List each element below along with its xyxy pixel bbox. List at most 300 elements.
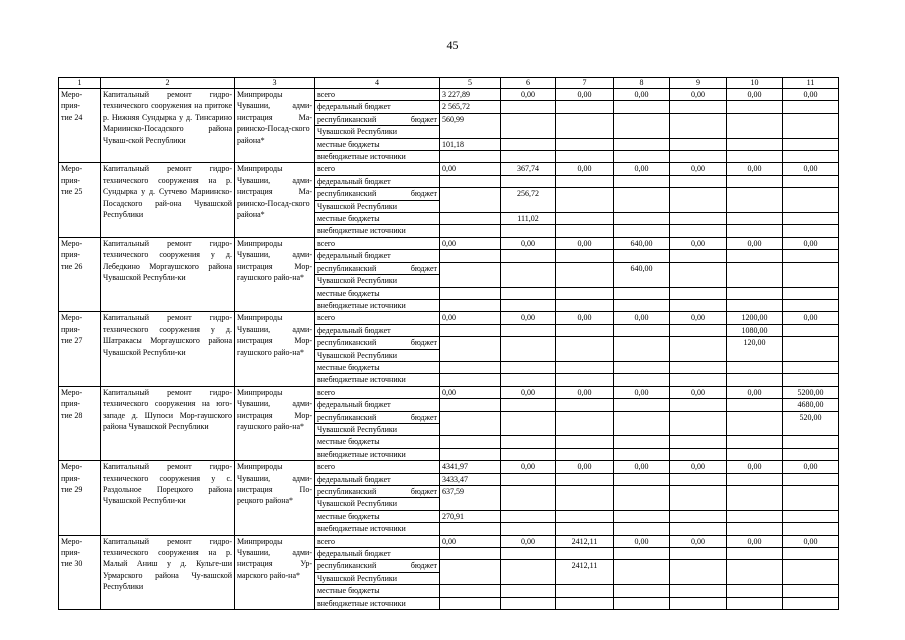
amount-cell [670,448,727,460]
amount-cell [727,473,783,485]
amount-cell [670,399,727,411]
amount-cell [614,225,670,237]
amount-cell [727,448,783,460]
amount-cell [670,287,727,299]
amount-cell: 2412,11 [556,560,614,585]
amount-cell [670,250,727,262]
funding-source: всего [315,535,440,547]
amount-cell [727,225,783,237]
amount-cell [727,411,783,436]
amount-cell [614,399,670,411]
amount-cell [727,486,783,511]
page-number: 45 [446,38,459,52]
amount-cell [501,337,556,362]
funding-source: внебюджетные источники [315,299,440,311]
event-description: Капитальный ремонт гидро-технического сооружения у д. Лебедкино Моргаушского района Чувашской Республи-ки [101,237,235,311]
header-cell: 1 [59,78,101,89]
amount-cell [440,361,501,373]
amount-cell [614,138,670,150]
amount-cell [783,151,839,163]
amount-cell: 0,00 [783,535,839,547]
amount-cell [556,411,614,436]
event-executor: Минприроды Чувашии, адми-нистрация Мор-гаушского райо-на* [235,312,315,386]
amount-cell: 0,00 [556,461,614,473]
amount-cell [783,113,839,138]
amount-cell [501,510,556,522]
amount-cell [556,287,614,299]
amount-cell: 270,91 [440,510,501,522]
amount-cell [440,324,501,336]
amount-cell: 0,00 [727,461,783,473]
amount-cell [614,510,670,522]
amount-cell: 0,00 [440,535,501,547]
amount-cell [556,436,614,448]
amount-cell [670,225,727,237]
amount-cell [614,585,670,597]
amount-cell [727,560,783,585]
amount-cell [670,361,727,373]
amount-cell [556,510,614,522]
amount-cell: 1200,00 [727,312,783,324]
amount-cell [440,560,501,585]
header-cell: 11 [783,78,839,89]
amount-cell [670,138,727,150]
amount-cell: 640,00 [614,262,670,287]
amount-cell [783,548,839,560]
amount-cell [556,250,614,262]
amount-cell [556,374,614,386]
amount-cell: 2412,11 [556,535,614,547]
amount-cell [501,523,556,535]
amount-cell: 0,00 [670,535,727,547]
amount-cell [614,337,670,362]
amount-cell [670,324,727,336]
funding-source: всего [315,386,440,398]
header-cell: 4 [315,78,440,89]
event-executor: Минприроды Чувашии, адми-нистрация Мор-гаушского райо-на* [235,237,315,311]
amount-cell [670,523,727,535]
funding-source: федеральный бюджет [315,324,440,336]
funding-source: федеральный бюджет [315,250,440,262]
amount-cell [727,523,783,535]
header-cell: 6 [501,78,556,89]
event-id: Меро- прия- тие 24 [59,89,101,163]
funding-source: Чувашской Республики [315,200,440,212]
amount-cell [670,213,727,225]
amount-cell [501,151,556,163]
amount-cell [440,548,501,560]
amount-cell [783,250,839,262]
amount-cell: 5200,00 [783,386,839,398]
funding-source: местные бюджеты [315,287,440,299]
table-row [59,163,839,175]
amount-cell [614,374,670,386]
amount-cell [670,175,727,187]
funding-source: республиканский бюджет [315,560,440,572]
amount-cell [501,374,556,386]
table-row [59,89,839,101]
amount-cell: 111,02 [501,213,556,225]
event-description: Капитальный ремонт гидро-технического сооружения на р. Сундырка у д. Сутчево Мариинско-Посадского рай-она Чувашской Республики [101,163,235,237]
amount-cell: 0,00 [501,312,556,324]
amount-cell: 0,00 [614,89,670,101]
amount-cell [614,448,670,460]
amount-cell [614,151,670,163]
amount-cell: 0,00 [670,237,727,249]
amount-cell [440,436,501,448]
funding-source: Чувашской Республики [315,498,440,510]
amount-cell: 0,00 [670,312,727,324]
amount-cell [440,411,501,436]
amount-cell [783,287,839,299]
amount-cell [614,473,670,485]
amount-cell [501,597,556,609]
funding-source: Чувашской Республики [315,572,440,584]
amount-cell [783,436,839,448]
amount-cell [556,324,614,336]
amount-cell: 0,00 [727,386,783,398]
amount-cell [727,262,783,287]
amount-cell [614,324,670,336]
funding-source: местные бюджеты [315,510,440,522]
funding-source: республиканский бюджет [315,337,440,349]
amount-cell [501,560,556,585]
amount-cell [614,188,670,213]
amount-cell: 0,00 [556,312,614,324]
amount-cell [556,188,614,213]
amount-cell [556,262,614,287]
event-id: Меро- прия- тие 27 [59,312,101,386]
amount-cell: 0,00 [614,312,670,324]
header-cell: 8 [614,78,670,89]
funding-source: федеральный бюджет [315,175,440,187]
amount-cell: 0,00 [556,89,614,101]
amount-cell: 0,00 [501,89,556,101]
table-row [59,386,839,398]
amount-cell [501,138,556,150]
amount-cell: 0,00 [501,535,556,547]
amount-cell [440,374,501,386]
amount-cell: 1080,00 [727,324,783,336]
amount-cell [501,548,556,560]
funding-source: Чувашской Республики [315,349,440,361]
amount-cell [727,188,783,213]
amount-cell [670,560,727,585]
amount-cell [727,113,783,138]
amount-cell: 0,00 [727,163,783,175]
amount-cell [440,151,501,163]
amount-cell [783,560,839,585]
amount-cell: 101,18 [440,138,501,150]
amount-cell: 2 565,72 [440,101,501,113]
amount-cell: 0,00 [440,386,501,398]
amount-cell: 0,00 [440,312,501,324]
amount-cell [670,597,727,609]
funding-source: федеральный бюджет [315,473,440,485]
amount-cell [783,597,839,609]
amount-cell [440,262,501,287]
funding-source: всего [315,237,440,249]
amount-cell: 0,00 [614,386,670,398]
amount-cell [727,597,783,609]
amount-cell [670,151,727,163]
amount-cell [614,411,670,436]
amount-cell [783,448,839,460]
event-executor: Минприроды Чувашии, адми-нистрация Мор-гаушского райо-на* [235,386,315,460]
amount-cell [614,486,670,511]
amount-cell [556,113,614,138]
funding-source: всего [315,89,440,101]
event-id: Меро- прия- тие 28 [59,386,101,460]
funding-source: республиканский бюджет [315,262,440,274]
amount-cell [783,486,839,511]
amount-cell [670,585,727,597]
funding-source: всего [315,312,440,324]
amount-cell [614,175,670,187]
amount-cell [440,597,501,609]
amount-cell [727,250,783,262]
funding-source: местные бюджеты [315,213,440,225]
amount-cell: 520,00 [783,411,839,436]
funding-source: внебюджетные источники [315,597,440,609]
amount-cell [727,213,783,225]
amount-cell [501,299,556,311]
event-description: Капитальный ремонт гидро-технического сооружения у д. Шатракасы Моргаушского района Чувашской Республи-ки [101,312,235,386]
amount-cell [614,548,670,560]
amount-cell [440,175,501,187]
funding-source: федеральный бюджет [315,399,440,411]
amount-cell [614,299,670,311]
funding-source: местные бюджеты [315,585,440,597]
header-cell: 3 [235,78,315,89]
funding-source: Чувашской Республики [315,423,440,435]
amount-cell [440,399,501,411]
amount-cell [501,486,556,511]
amount-cell [670,436,727,448]
amount-cell: 560,99 [440,113,501,138]
header-cell: 7 [556,78,614,89]
amount-cell [501,448,556,460]
amount-cell [556,213,614,225]
amount-cell [440,250,501,262]
amount-cell [783,213,839,225]
funding-source: внебюджетные источники [315,374,440,386]
amount-cell [783,188,839,213]
amount-cell [670,262,727,287]
amount-cell [501,175,556,187]
amount-cell: 0,00 [670,163,727,175]
amount-cell [783,225,839,237]
event-description: Капитальный ремонт гидро-технического сооружения на притоке р. Нижняя Сундырка у д. Тинсарино Мариинско-Посадского района Чуваш-ской Республики [101,89,235,163]
amount-cell [727,151,783,163]
funding-source: республиканский бюджет [315,113,440,125]
amount-cell: 0,00 [670,386,727,398]
amount-cell: 256,72 [501,188,556,213]
amount-cell [727,101,783,113]
amount-cell [670,337,727,362]
amount-cell [501,324,556,336]
amount-cell [501,250,556,262]
amount-cell: 0,00 [556,386,614,398]
amount-cell [614,250,670,262]
amount-cell [783,510,839,522]
amount-cell [783,101,839,113]
amount-cell [727,510,783,522]
amount-cell: 0,00 [727,237,783,249]
amount-cell: 0,00 [556,163,614,175]
header-cell: 9 [670,78,727,89]
header-cell: 10 [727,78,783,89]
funding-source: республиканский бюджет [315,188,440,200]
amount-cell: 0,00 [670,461,727,473]
amount-cell: 0,00 [783,163,839,175]
amount-cell [556,473,614,485]
funding-source: внебюджетные источники [315,523,440,535]
table-row [59,535,839,547]
amount-cell [727,138,783,150]
amount-cell [440,585,501,597]
amount-cell [727,299,783,311]
amount-cell: 0,00 [501,461,556,473]
amount-cell [727,585,783,597]
funding-source: Чувашской Республики [315,126,440,138]
amount-cell [556,337,614,362]
amount-cell: 0,00 [614,535,670,547]
amount-cell [556,151,614,163]
amount-cell [783,138,839,150]
amount-cell [670,510,727,522]
funding-source: республиканский бюджет [315,486,440,498]
amount-cell [556,361,614,373]
amount-cell [670,486,727,511]
amount-cell [440,287,501,299]
amount-cell: 640,00 [614,237,670,249]
amount-cell [614,560,670,585]
table-row [59,237,839,249]
amount-cell [783,374,839,386]
amount-cell [614,597,670,609]
event-executor: Минприроды Чувашии, адми-нистрация По-рецкого района* [235,461,315,535]
amount-cell [501,585,556,597]
amount-cell [783,324,839,336]
amount-cell [783,473,839,485]
amount-cell [501,473,556,485]
amount-cell: 637,59 [440,486,501,511]
amount-cell [501,287,556,299]
amount-cell [440,299,501,311]
amount-cell: 0,00 [556,237,614,249]
event-id: Меро- прия- тие 29 [59,461,101,535]
amount-cell [727,374,783,386]
amount-cell: 0,00 [440,163,501,175]
amount-cell: 120,00 [727,337,783,362]
amount-cell: 3433,47 [440,473,501,485]
amount-cell [727,399,783,411]
amount-cell [440,337,501,362]
event-id: Меро- прия- тие 26 [59,237,101,311]
amount-cell [440,448,501,460]
funding-source: местные бюджеты [315,138,440,150]
amount-cell [727,548,783,560]
amount-cell [670,299,727,311]
amount-cell [783,361,839,373]
amount-cell: 0,00 [670,89,727,101]
event-executor: Минприроды Чувашии, адми-нистрация Ур-марского райо-на* [235,535,315,609]
amount-cell [614,213,670,225]
header-cell: 2 [101,78,235,89]
amount-cell [501,101,556,113]
amount-cell [783,175,839,187]
amount-cell [556,399,614,411]
amount-cell [670,473,727,485]
amount-cell [727,361,783,373]
event-description: Капитальный ремонт гидро-технического сооружения на юго-западе д. Шупоси Мор-гаушского района Чувашской Республики [101,386,235,460]
funding-source: внебюджетные источники [315,151,440,163]
funding-source: всего [315,461,440,473]
amount-cell [440,225,501,237]
event-id: Меро- прия- тие 30 [59,535,101,609]
amount-cell [556,138,614,150]
amount-cell [614,361,670,373]
header-cell: 5 [440,78,501,89]
amount-cell: 4341,97 [440,461,501,473]
amount-cell: 0,00 [501,386,556,398]
funding-source: республиканский бюджет [315,411,440,423]
amount-cell [670,374,727,386]
amount-cell [614,436,670,448]
event-description: Капитальный ремонт гидро-технического сооружения у с. Раздольное Порецкого района Чувашской Республи-ки [101,461,235,535]
amount-cell: 0,00 [727,89,783,101]
amount-cell [501,399,556,411]
amount-cell: 0,00 [783,312,839,324]
amount-cell [556,175,614,187]
event-description: Капитальный ремонт гидро-технического сооружения на р. Малый Аниш у д. Кульге-ши Урмарского района Чу-вашской Республики [101,535,235,609]
amount-cell: 0,00 [440,237,501,249]
amount-cell [670,548,727,560]
amount-cell [783,585,839,597]
amount-cell [556,225,614,237]
amount-cell: 0,00 [783,237,839,249]
amount-cell [670,411,727,436]
amount-cell [556,548,614,560]
amount-cell [501,225,556,237]
funding-source: местные бюджеты [315,361,440,373]
amount-cell: 0,00 [727,535,783,547]
amount-cell [556,585,614,597]
amount-cell [727,175,783,187]
amount-cell [783,299,839,311]
amount-cell [727,436,783,448]
amount-cell [614,113,670,138]
amount-cell: 3 227,89 [440,89,501,101]
amount-cell [440,188,501,213]
funding-source: всего [315,163,440,175]
amount-cell: 0,00 [614,163,670,175]
amount-cell [670,101,727,113]
amount-cell [556,523,614,535]
amount-cell: 0,00 [783,89,839,101]
amount-cell: 0,00 [783,461,839,473]
header-row [59,78,839,89]
amount-cell [783,337,839,362]
event-executor: Минприроды Чувашии, адми-нистрация Ма-риинско-Посад-ского района* [235,163,315,237]
amount-cell [727,287,783,299]
funding-source: внебюджетные источники [315,448,440,460]
amount-cell [501,436,556,448]
amount-cell [440,213,501,225]
funding-source: федеральный бюджет [315,548,440,560]
table-row [59,312,839,324]
